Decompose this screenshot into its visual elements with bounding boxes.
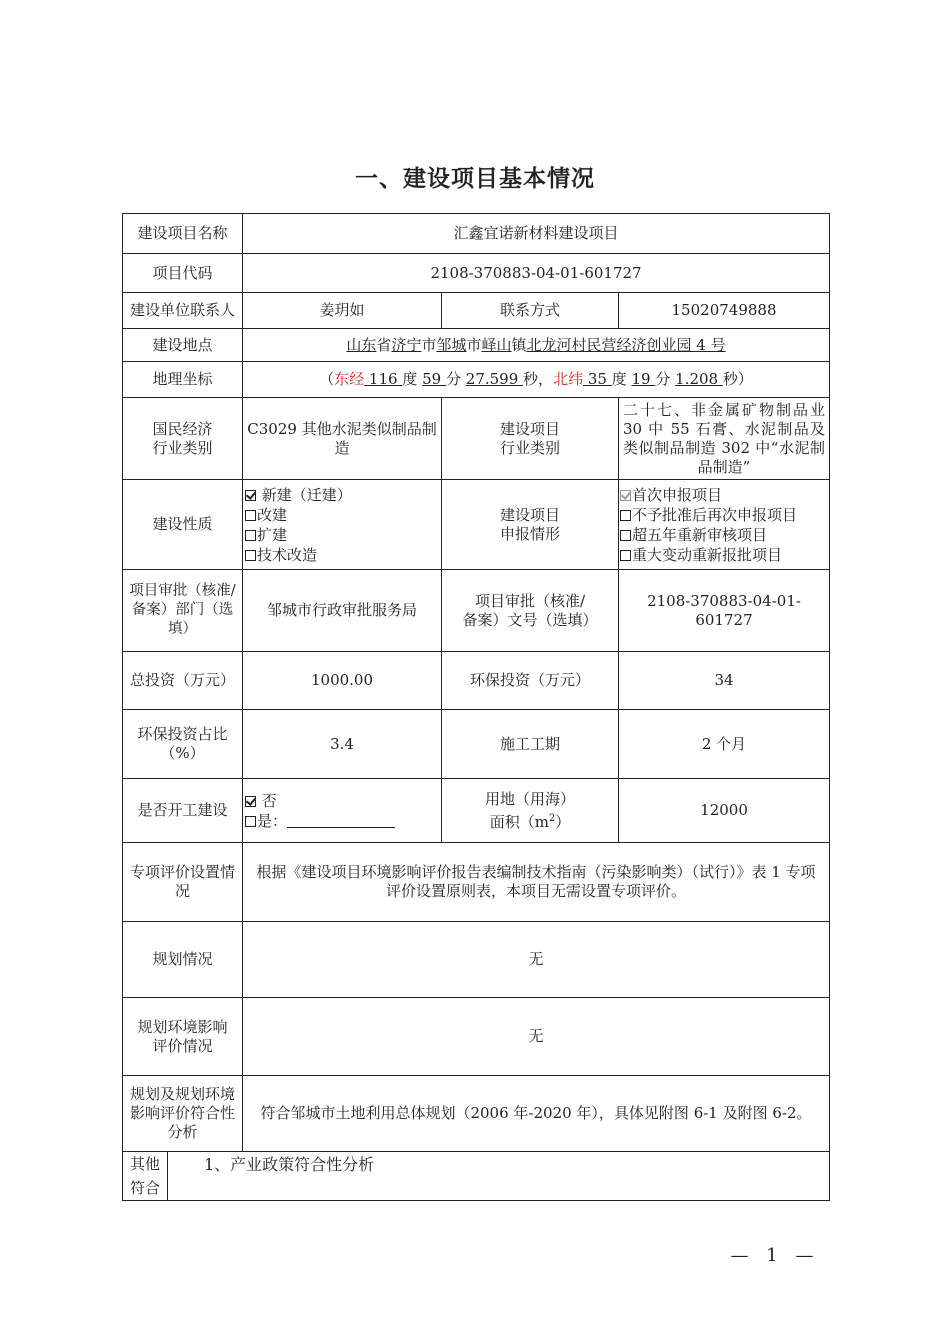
row-special-eval (123, 843, 830, 922)
row-approval (123, 570, 830, 652)
started-yes-blank-field[interactable] (287, 813, 395, 828)
value-special-eval: 根据《建设项目环境影响评价报告表编制技术指南（污染影响类）（试行）》表 1 专项评价设置原则表，本项目无需设置专项评价。 (243, 843, 830, 922)
checkbox-icon (620, 530, 631, 541)
application-option-major-change[interactable] (620, 545, 826, 565)
label-approval-dept: 项目审批（核准/ 备案）部门（选填） (123, 570, 243, 652)
other-cell (123, 1152, 830, 1201)
value-other-text: 1、产业政策符合性分析 (204, 1155, 375, 1174)
checkbox-checked-icon (620, 490, 631, 501)
label-contact-method: 联系方式 (442, 293, 619, 329)
row-coordinates (123, 362, 830, 398)
value-planning-conformity: 符合邹城市土地利用总体规划（2006 年-2020 年），具体见附图 6-1 及附图 6-2。 (243, 1076, 830, 1152)
value-project-name: 汇鑫宜诺新材料建设项目 (243, 214, 830, 254)
location-detail: 北龙河村民营经济创业园 4 号 (526, 335, 726, 354)
row-planning (123, 922, 830, 998)
value-total-investment: 1000.00 (243, 652, 442, 710)
value-contact-method: 15020749888 (619, 293, 830, 329)
application-option-first[interactable] (620, 485, 826, 505)
row-started (123, 779, 830, 843)
coord-north-label: 北纬 (553, 370, 584, 388)
row-planning-eia (123, 998, 830, 1076)
label-env-ratio: 环保投资占比 （%） (123, 710, 243, 779)
coord-east-minute: 59 (422, 370, 446, 388)
label-started: 是否开工建设 (123, 779, 243, 843)
value-planning-eia: 无 (243, 998, 830, 1076)
location-county: 邹城 (436, 335, 467, 354)
location-shi1: 市 (421, 335, 437, 354)
row-construction-nature (123, 480, 830, 570)
row-planning-conformity (123, 1076, 830, 1152)
row-location (123, 329, 830, 362)
row-contact (123, 293, 830, 329)
label-construction-nature: 建设性质 (123, 480, 243, 570)
coord-east-second: 27.599 (465, 370, 524, 388)
label-contact-person: 建设单位联系人 (123, 293, 243, 329)
nature-option-expand-label: 扩建 (257, 525, 288, 544)
nature-option-tech-label: 技术改造 (257, 545, 318, 564)
location-province: 山东 (346, 335, 377, 354)
row-project-name (123, 214, 830, 254)
coord-north-minute: 19 (631, 370, 656, 388)
application-option-first-label: 首次申报项目 (632, 485, 723, 504)
value-env-investment: 34 (619, 652, 830, 710)
value-national-industry: C3029 其他水泥类似制品制造 (243, 398, 442, 480)
checkbox-icon (620, 550, 631, 561)
label-other (123, 1152, 168, 1200)
page-title: 一、建设项目基本情况 (355, 166, 595, 192)
coord-east-label: 东经 (334, 370, 365, 388)
label-env-investment: 环保投资（万元） (442, 652, 619, 710)
label-planning-conformity: 规划及规划环境影响评价符合性分析 (123, 1076, 243, 1152)
coord-fen2: 分 (655, 370, 671, 388)
application-option-reapply[interactable] (620, 505, 826, 525)
page-number: — 1 — (730, 1245, 820, 1266)
coord-open: （ (319, 370, 335, 388)
label-total-investment: 总投资（万元） (123, 652, 243, 710)
checkbox-icon (245, 510, 256, 521)
started-option-no-label: 否 (261, 791, 277, 810)
location-shi2: 市 (466, 335, 482, 354)
label-national-industry: 国民经济 行业类别 (123, 398, 243, 480)
application-option-reapply-label: 不予批准后再次申报项目 (632, 505, 798, 524)
label-special-eval: 专项评价设置情况 (123, 843, 243, 922)
label-project-code: 项目代码 (123, 254, 243, 293)
coord-north-second: 1.208 (675, 370, 723, 388)
nature-option-rebuild-label: 改建 (257, 505, 288, 524)
application-option-five-year-label: 超五年重新审核项目 (632, 525, 768, 544)
location-zhen: 镇 (511, 335, 527, 354)
value-approval-dept: 邹城市行政审批服务局 (243, 570, 442, 652)
value-other (168, 1152, 829, 1200)
value-project-industry: 二十七、非金属矿物制品业 30 中 55 石膏、水泥制品及类似制品制造 302 中“水泥制品制造” (619, 398, 830, 480)
row-ratio (123, 710, 830, 779)
nature-option-expand[interactable] (245, 525, 438, 545)
checkbox-icon (245, 550, 256, 561)
value-approval-number: 2108-370883-04-01-601727 (619, 570, 830, 652)
label-coordinates: 地理坐标 (123, 362, 243, 398)
nature-option-rebuild[interactable] (245, 505, 438, 525)
label-other-line2: 符合 (129, 1179, 160, 1197)
row-project-code (123, 254, 830, 293)
started-option-yes-label: 是： (257, 811, 288, 830)
checkbox-checked-icon (245, 796, 256, 807)
label-land-area-line2: 面积（m (489, 812, 549, 831)
label-land-area-sup: 2 (548, 812, 556, 824)
coord-miao2: 秒） (722, 370, 753, 388)
label-land-area-close: ） (555, 812, 571, 831)
label-planning-eia: 规划环境影响 评价情况 (123, 998, 243, 1076)
value-construction-period: 2 个月 (619, 710, 830, 779)
checkbox-checked-icon (245, 490, 256, 501)
coord-du1: 度 (402, 370, 418, 388)
label-land-area (442, 779, 619, 843)
location-town: 峄山 (481, 335, 512, 354)
location-sheng: 省 (376, 335, 392, 354)
label-project-name: 建设项目名称 (123, 214, 243, 254)
coord-north-degree: 35 (583, 370, 612, 388)
label-application-type: 建设项目 申报情形 (442, 480, 619, 570)
project-info-table (122, 213, 830, 1201)
value-env-ratio: 3.4 (243, 710, 442, 779)
other-split (123, 1152, 829, 1200)
row-industry (123, 398, 830, 480)
label-project-industry: 建设项目 行业类别 (442, 398, 619, 480)
started-option-yes[interactable] (245, 811, 438, 831)
application-options (619, 480, 830, 570)
checkbox-icon (620, 510, 631, 521)
application-option-major-change-label: 重大变动重新报批项目 (632, 545, 783, 564)
label-approval-number: 项目审批（核准/ 备案）文号（选填） (442, 570, 619, 652)
coord-fen1: 分 (445, 370, 461, 388)
value-location (243, 329, 830, 362)
coord-miao1: 秒， (523, 370, 554, 388)
application-option-five-year[interactable] (620, 525, 826, 545)
nature-option-tech[interactable] (245, 545, 438, 565)
label-construction-period: 施工工期 (442, 710, 619, 779)
value-planning: 无 (243, 922, 830, 998)
nature-option-new[interactable] (245, 485, 438, 505)
value-land-area: 12000 (619, 779, 830, 843)
nature-options (243, 480, 442, 570)
label-location: 建设地点 (123, 329, 243, 362)
coord-east-degree: 116 (364, 370, 403, 388)
checkbox-icon (245, 816, 256, 827)
checkbox-icon (245, 530, 256, 541)
row-other (123, 1152, 830, 1201)
nature-option-new-label: 新建（迁建） (261, 485, 352, 504)
label-planning: 规划情况 (123, 922, 243, 998)
started-options (243, 779, 442, 843)
label-land-area-line1: 用地（用海） (484, 789, 575, 808)
row-investment (123, 652, 830, 710)
coord-du2: 度 (611, 370, 627, 388)
value-project-code: 2108-370883-04-01-601727 (243, 254, 830, 293)
location-city: 济宁 (391, 335, 422, 354)
label-other-line1: 其他 (129, 1155, 160, 1173)
value-coordinates (243, 362, 830, 398)
value-contact-person: 姜玥如 (243, 293, 442, 329)
started-option-no[interactable] (245, 791, 438, 811)
